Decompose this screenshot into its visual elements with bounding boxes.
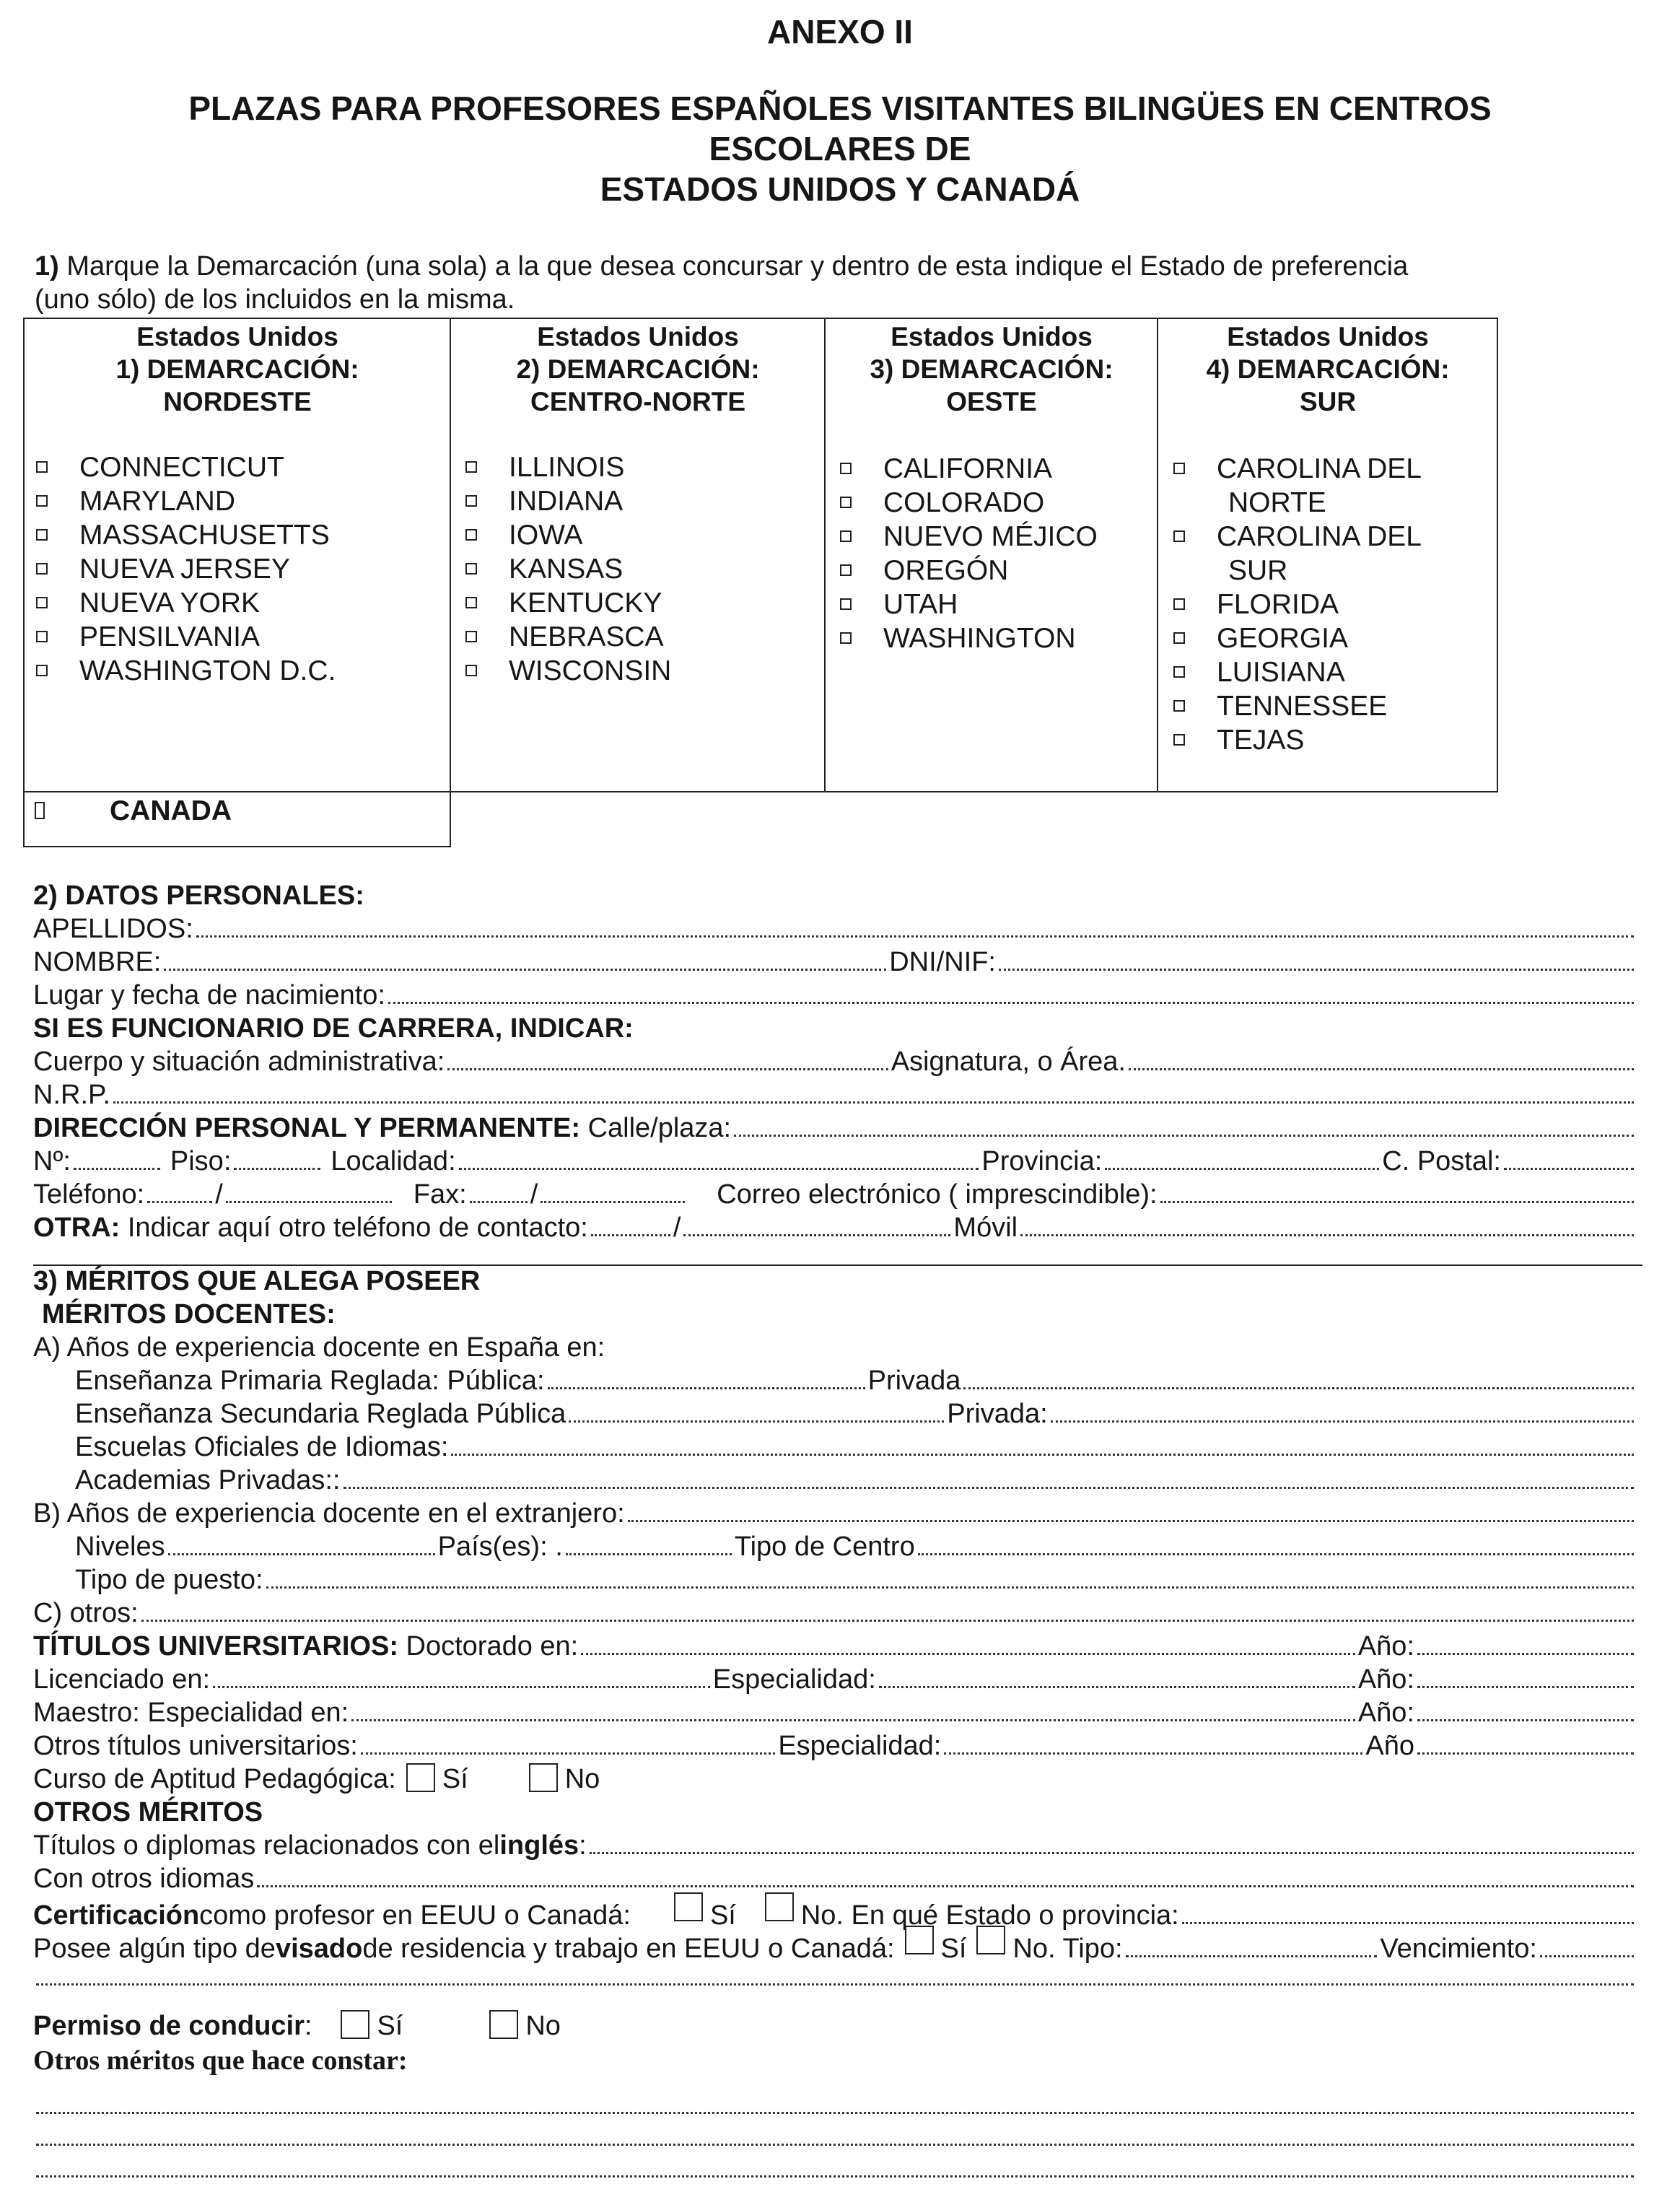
fill-line[interactable] [447,1047,888,1070]
state-label: COLORADO [883,487,1045,518]
field-label: Permiso de conducir [33,2011,305,2041]
fill-line[interactable] [590,1830,1634,1854]
section3-heading: 3) MÉRITOS QUE ALEGA POSEER [33,1266,481,1296]
state-label: WASHINGTON D.C. [79,655,336,686]
si-label: Sí [940,1934,967,1964]
section1-instruction-text: Marque la Demarcación (una sola) a la que desea concursar y dentro de esta indique el Estado de preferencia [66,251,1409,281]
field-label: Móvil [953,1213,1018,1243]
fill-line[interactable] [1504,1146,1634,1170]
checkbox-icon[interactable] [465,563,477,575]
si-label: Sí [709,1900,736,1931]
nrp-field[interactable] [33,1078,1637,1111]
cap-field [33,1763,600,1796]
checkbox-icon[interactable] [36,563,48,575]
checkbox-icon[interactable] [489,2010,518,2039]
visado-continuation[interactable] [33,1962,1637,1995]
si-label: Sí [442,1764,468,1794]
state-label: CONNECTICUT [79,452,284,483]
checkbox-icon[interactable] [529,1763,558,1792]
fill-line[interactable] [1105,1146,1379,1170]
state-label: MARYLAND [79,486,236,517]
column-demarcation: 1) DEMARCACIÓN: [115,354,359,384]
state-option[interactable] [1173,520,1422,554]
checkbox-icon[interactable] [1173,530,1185,542]
state-option[interactable] [36,552,290,586]
checkbox-icon[interactable] [1173,700,1185,712]
fill-line[interactable] [141,1598,1634,1622]
field-label: Academias Privadas:: [75,1465,341,1495]
checkbox-icon[interactable] [1173,632,1185,644]
state-label: KANSAS [509,554,624,585]
otros-meritos-line3[interactable] [33,2154,1637,2187]
checkbox-icon[interactable] [341,2010,369,2039]
academias-field[interactable] [75,1464,1637,1497]
field-label: Cuerpo y situación administrativa: [33,1047,445,1077]
field-label: Provincia: [981,1146,1103,1176]
state-option[interactable] [36,518,330,552]
field-label: Tipo de Centro [734,1532,915,1562]
checkbox-icon[interactable] [1173,598,1185,610]
fill-line[interactable] [36,1962,1634,1986]
otros-idiomas-field[interactable] [33,1862,1637,1895]
state-option[interactable] [36,620,260,654]
field-label: Vencimiento: [1380,1934,1537,1964]
telefono-field[interactable]: Teléfono: / Fax: / Correo electrónico ( imprescindible): [33,1178,1637,1211]
field-label: Especialidad: [778,1731,942,1761]
otra-telefono-field[interactable]: OTRA: Indicar aquí otro teléfono de contacto: / Móvil [33,1211,1637,1244]
fill-line[interactable] [1417,1664,1634,1688]
state-label: TEJAS [1217,725,1305,756]
state-option[interactable] [1173,723,1304,757]
field-label: Maestro: Especialidad en: [33,1698,349,1728]
field-label: Privada [867,1366,961,1396]
fill-line[interactable] [168,1532,435,1555]
column-country: Estados Unidos [1227,322,1429,351]
checkbox-icon[interactable] [1173,734,1185,746]
field-label: Doctorado en: [406,1631,579,1661]
si-label: Sí [377,2011,403,2041]
state-option[interactable] [840,588,958,621]
state-label: NUEVA JERSEY [79,554,290,585]
column-region: OESTE [946,387,1037,416]
fill-line[interactable] [1417,1631,1634,1655]
fill-line[interactable] [1051,1399,1634,1423]
state-label: MASSACHUSETTS [79,520,330,551]
field-label: Indicar aquí otro teléfono de contacto: [127,1213,588,1243]
field-label: Enseñanza Secundaria Reglada Pública [75,1399,566,1429]
field-label: : [579,1830,587,1861]
checkbox-icon[interactable] [465,665,477,676]
checkbox-icon[interactable] [465,529,477,541]
state-label: OREGÓN [883,555,1009,586]
field-label: Posee algún tipo de [33,1934,276,1964]
otros-meritos-line1[interactable] [33,2090,1637,2123]
state-option[interactable] [36,450,284,484]
fill-line[interactable] [451,1432,1634,1456]
fill-line[interactable] [1417,1731,1634,1755]
column-region: NORDESTE [163,387,312,416]
fill-line[interactable] [581,1631,1355,1655]
niveles-field[interactable] [75,1530,1637,1563]
field-label: Año [1365,1731,1414,1761]
otros-field[interactable] [33,1597,1637,1630]
fill-line[interactable] [569,1399,944,1423]
extranjero-field[interactable] [33,1497,1637,1530]
primaria-field[interactable] [75,1364,1637,1397]
state-option[interactable] [36,586,260,620]
field-label: C) otros: [33,1598,139,1628]
checkbox-icon[interactable] [840,564,852,576]
checkbox-icon[interactable] [465,461,477,473]
fill-line[interactable] [113,1080,1634,1104]
state-label: GEORGIA [1217,623,1349,654]
fill-line[interactable] [1126,1934,1378,1957]
fill-line[interactable] [164,947,886,971]
column-country: Estados Unidos [537,322,739,351]
fill-line[interactable] [548,1366,865,1389]
checkbox-icon[interactable] [840,598,852,610]
checkbox-icon[interactable] [35,802,45,819]
section1-instruction-line2: (uno sólo) de los incluidos en la misma. [35,284,515,315]
checkbox-icon[interactable] [674,1892,703,1921]
direccion-field[interactable] [33,1111,1637,1145]
state-option[interactable] [1173,655,1345,689]
no-label: No [525,2011,561,2041]
state-option[interactable] [465,552,623,586]
state-option[interactable] [465,620,664,654]
checkbox-icon[interactable] [36,631,48,642]
state-label: NUEVO MÉJICO [883,521,1098,552]
field-label: No. Tipo: [1012,1934,1123,1964]
field-label: Tipo de puesto: [75,1565,263,1595]
field-label: Calle/plaza: [587,1113,732,1143]
fill-line[interactable] [999,947,1634,971]
address-details-field[interactable] [33,1145,1637,1178]
doctorado-field[interactable] [33,1630,1637,1663]
checkbox-icon[interactable] [465,631,477,642]
fill-line[interactable] [541,1179,685,1203]
column-region: CENTRO-NORTE [530,387,746,416]
canada-option[interactable] [35,794,232,828]
state-label: WASHINGTON [883,623,1076,654]
checkbox-icon[interactable] [36,665,48,676]
field-label: NOMBRE: [33,947,162,977]
tipo-puesto-field[interactable] [75,1563,1637,1597]
fill-line[interactable] [628,1498,1634,1522]
fill-line[interactable] [213,1664,710,1688]
field-label: DNI/NIF: [889,947,996,977]
field-label: Títulos o diplomas relacionados con el [33,1830,500,1861]
state-label: IOWA [509,520,583,551]
state-label: FLORIDA [1217,589,1339,620]
fill-line[interactable] [591,1213,670,1236]
state-label-continued: SUR [1228,555,1288,586]
fill-line[interactable] [234,1146,320,1170]
field-label: Año: [1357,1698,1414,1728]
field-label: DIRECCIÓN PERSONAL Y PERMANENTE: [33,1113,580,1143]
nombre-field[interactable] [33,945,1637,979]
field-label: B) Años de experiencia docente en el extranjero: [33,1498,625,1529]
fill-line[interactable] [918,1532,1634,1555]
checkbox-icon[interactable] [465,597,477,608]
state-label: ILLINOIS [509,452,625,483]
field-label: País(es): . [437,1532,563,1562]
state-option[interactable] [1173,689,1387,723]
doc-title-line2: ESCOLARES DE [709,130,971,167]
section2-heading: 2) DATOS PERSONALES: [33,881,364,911]
field-label: Otros títulos universitarios: [33,1731,358,1761]
column-head-nordeste [25,320,450,418]
otros-titulos-field[interactable] [33,1729,1637,1763]
fill-line[interactable] [879,1664,1355,1688]
checkbox-icon[interactable] [36,529,48,541]
canada-label: CANADA [110,795,232,826]
doc-title-line1: PLAZAS PARA PROFESORES ESPAÑOLES VISITANTES BILINGÜES EN CENTROS [188,89,1492,127]
checkbox-icon[interactable] [840,497,852,508]
fill-line[interactable] [683,1213,950,1236]
checkbox-icon[interactable] [36,597,48,608]
field-label: Licenciado en: [33,1664,211,1695]
eoi-field[interactable] [75,1431,1637,1464]
annex-title: ANEXO II [767,13,913,51]
maestro-field[interactable] [33,1696,1637,1729]
fill-line[interactable] [1160,1179,1634,1203]
fill-line[interactable] [1417,1698,1634,1721]
no-label: No [564,1764,600,1794]
fill-line[interactable] [1540,1934,1634,1957]
field-label: Fax: [413,1179,467,1210]
fill-line[interactable] [459,1146,979,1170]
column-head-sur [1158,320,1497,418]
column-country: Estados Unidos [136,322,338,351]
otros-meritos-line2[interactable] [33,2122,1637,2155]
fill-line[interactable] [388,980,1634,1004]
fill-line[interactable] [266,1565,1634,1589]
field-label: Nº: [33,1146,71,1176]
state-label: PENSILVANIA [79,621,260,652]
fill-line[interactable] [344,1465,1635,1489]
field-label: Correo electrónico ( imprescindible): [717,1179,1158,1210]
state-label: CALIFORNIA [883,453,1053,484]
field-label: Piso: [170,1146,232,1176]
meritos-docentes-heading: MÉRITOS DOCENTES: [42,1299,336,1329]
field-label: TÍTULOS UNIVERSITARIOS: [33,1631,398,1661]
state-label: WISCONSIN [509,655,672,686]
field-label: Certificación [33,1900,200,1931]
fill-line[interactable] [566,1532,732,1555]
nacimiento-field[interactable] [33,979,1637,1012]
certificacion-field[interactable] [33,1895,1637,1929]
checkbox-icon[interactable] [36,461,48,473]
field-label: Privada: [947,1399,1048,1429]
field-label: visado [275,1934,363,1964]
fill-line[interactable] [196,914,1634,938]
fill-line[interactable] [361,1731,776,1755]
permiso-field [33,2009,561,2043]
checkbox-icon[interactable] [840,632,852,644]
secundaria-field[interactable] [75,1397,1637,1431]
field-label: Asignatura, o Área. [891,1047,1126,1077]
experiencia-espana-label: A) Años de experiencia docente en España en: [33,1332,605,1363]
column-country: Estados Unidos [891,322,1093,351]
fill-line[interactable] [944,1731,1362,1755]
field-label: C. Postal: [1382,1146,1501,1176]
fill-line[interactable] [36,2090,1634,2114]
field-label: Año: [1357,1664,1414,1695]
state-label-continued: NORTE [1228,487,1326,518]
state-option[interactable] [465,518,583,552]
state-option[interactable] [465,450,624,484]
checkbox-icon[interactable] [1173,666,1185,678]
fill-line[interactable] [36,2122,1634,2146]
ingles-field[interactable] [33,1829,1637,1862]
checkbox-icon[interactable] [465,495,477,507]
fill-line[interactable] [1020,1213,1634,1236]
fill-line[interactable] [257,1864,1634,1887]
state-label: INDIANA [509,486,624,517]
otros-meritos-heading: OTROS MÉRITOS [33,1797,263,1827]
state-label: NEBRASCA [509,621,664,652]
fill-line[interactable] [963,1366,1634,1389]
cuerpo-field[interactable] [33,1045,1637,1078]
checkbox-icon[interactable] [406,1763,435,1792]
state-label: LUISIANA [1217,657,1345,688]
field-label: como profesor en EEUU o Canadá: [199,1900,631,1931]
column-demarcation: 2) DEMARCACIÓN: [516,354,760,384]
state-option[interactable] [36,654,336,688]
fill-line[interactable] [1129,1047,1634,1070]
field-label: Enseñanza Primaria Reglada: Pública: [75,1366,545,1396]
field-label: Año: [1357,1631,1414,1661]
state-option[interactable] [465,586,662,620]
state-label: CAROLINA DEL [1217,521,1422,552]
column-head-centro-norte [451,320,825,418]
field-label: inglés [499,1830,579,1861]
fill-line[interactable] [36,2154,1634,2178]
field-label: Niveles [75,1532,165,1562]
field-label: N.R.P. [33,1080,111,1110]
doc-title-line3: ESTADOS UNIDOS Y CANADÁ [600,170,1080,208]
column-region: SUR [1299,387,1357,416]
field-label: Teléfono: [33,1179,145,1210]
state-option[interactable] [465,654,671,688]
checkbox-icon[interactable] [840,530,852,542]
state-label: UTAH [883,589,958,620]
fill-line[interactable] [226,1179,392,1203]
section1-number: 1) [35,251,59,281]
state-label: CAROLINA DEL [1217,453,1422,484]
field-label: Escuelas Oficiales de Idiomas: [75,1432,449,1462]
state-option[interactable] [1173,588,1339,621]
state-option[interactable] [1173,452,1422,486]
state-option[interactable] [840,554,1008,588]
fill-line[interactable] [1182,1900,1634,1924]
field-label: Especialidad: [712,1664,876,1695]
checkbox-icon[interactable] [36,495,48,507]
otros-hace-constar-label: Otros méritos que hace constar: [33,2045,408,2076]
state-option[interactable] [840,452,1052,486]
fill-line[interactable] [351,1698,1355,1721]
state-label: NUEVA YORK [79,588,260,619]
column-demarcation: 3) DEMARCACIÓN: [870,354,1114,384]
state-option[interactable] [840,621,1076,655]
state-option[interactable] [840,486,1044,520]
field-label: Curso de Aptitud Pedagógica: [33,1764,396,1794]
checkbox-icon[interactable] [1173,463,1185,474]
section1-instruction-line1 [35,250,1408,283]
checkbox-icon[interactable] [905,1926,934,1954]
state-option[interactable] [840,520,1098,554]
checkbox-icon[interactable] [976,1926,1005,1954]
column-demarcation: 4) DEMARCACIÓN: [1206,354,1450,384]
fill-line[interactable] [147,1179,212,1203]
apellidos-field[interactable] [33,912,1637,945]
checkbox-icon[interactable] [840,463,852,474]
field-label: Con otros idiomas [33,1864,255,1894]
funcionario-heading [33,1012,1637,1045]
fill-line[interactable] [470,1179,528,1203]
field-label: Localidad: [331,1146,456,1176]
state-label: TENNESSEE [1217,691,1388,722]
column-head-oeste [826,320,1158,418]
state-option[interactable] [465,484,623,518]
licenciado-field[interactable] [33,1663,1637,1696]
field-label: OTRA: [33,1213,121,1243]
field-label: APELLIDOS: [33,914,193,944]
state-option[interactable] [1173,621,1348,655]
funcionario-label: SI ES FUNCIONARIO DE CARRERA, INDICAR: [33,1013,634,1044]
fill-line[interactable] [74,1146,160,1170]
state-option[interactable] [36,484,235,518]
field-label: de residencia y trabajo en EEUU o Canadá: [362,1934,895,1964]
state-label: KENTUCKY [509,588,662,619]
fill-line[interactable] [734,1113,1634,1137]
field-label: : [304,2011,312,2041]
field-label: Lugar y fecha de nacimiento: [33,980,385,1010]
checkbox-icon[interactable] [765,1892,794,1921]
visado-field[interactable] [33,1929,1637,1962]
field-label: No. En qué Estado o provincia: [800,1900,1179,1931]
